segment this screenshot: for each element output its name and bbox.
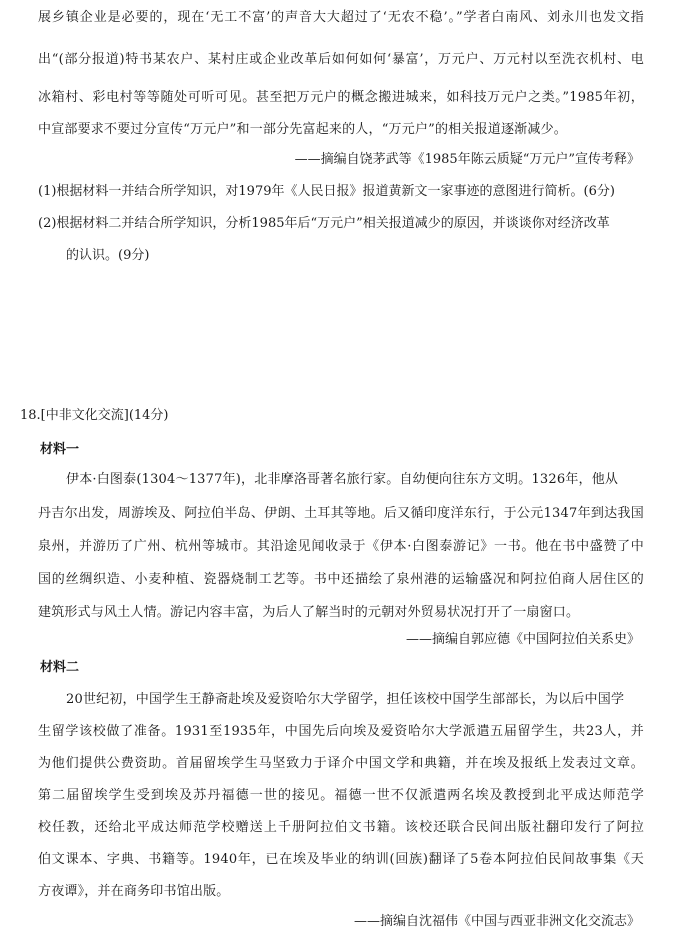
- material2-line: 第二届留埃学生受到埃及苏丹福德一世的接见。福德一世不仅派遣两名埃及教授到北平成达师范学: [38, 788, 644, 803]
- material1-label: 材料一: [40, 442, 80, 457]
- q18-heading: 18.[中非文化交流](14分): [20, 408, 169, 423]
- material1-line: 国的丝绸织造、小麦种植、瓷器烧制工艺等。书中还描绘了泉州港的运输盛况和阿拉伯商人居住区的: [38, 572, 644, 587]
- material-cont-line: 冰箱村、彩电村等等随处可听可见。甚至把万元户的概念搬进城来，如科技万元户之类。”1985年初，: [38, 90, 644, 105]
- question-2-cont: 的认识。(9分): [66, 248, 150, 263]
- material2-line: 方夜谭》，并在商务印书馆出版。: [38, 884, 230, 899]
- material2-line: 20世纪初，中国学生王静斋赴埃及爱资哈尔大学留学，担任该校中国学生部部长，为以后中国学: [66, 692, 625, 707]
- material2-label: 材料二: [40, 660, 80, 675]
- question-1: (1)根据材料一并结合所学知识，对1979年《人民日报》报道黄新文一家事迹的意图进行简析。(6分): [38, 184, 615, 199]
- material-cont-line: 出“(部分报道)特书某农户、某村庄或企业改革后如何如何‘暴富’，万元户、万元村以至洗衣机村、电: [38, 52, 644, 67]
- material1-line: 建筑形式与风土人情。游记内容丰富，为后人了解当时的元朝对外贸易状况打开了一扇窗口。: [38, 605, 580, 620]
- material2-source: ——摘编自沈福伟《中国与西亚非洲文化交流志》: [353, 914, 640, 929]
- material2-line: 生留学该校做了准备。1931至1935年，中国先后向埃及爱资哈尔大学派遣五届留学生，共23人，并: [38, 724, 644, 739]
- material1-line: 泉州，并游历了广州、杭州等城市。其沿途见闻收录于《伊本·白图泰游记》一书。他在书中盛赞了中: [38, 539, 644, 554]
- material1-source: ——摘编自郭应德《中国阿拉伯关系史》: [405, 632, 640, 647]
- material-cont-line: 中宣部要求不要过分宣传“万元户”和一部分先富起来的人，“万元户”的相关报道逐渐减少。: [38, 122, 567, 137]
- question-2: (2)根据材料二并结合所学知识，分析1985年后“万元户”相关报道减少的原因，并谈谈你对经济改革: [38, 216, 610, 231]
- material-cont-line: 展乡镇企业是必要的，现在‘无工不富’的声音大大超过了‘无农不稳’。”学者白南风、刘永川也发文指: [38, 10, 644, 25]
- material2-line: 伯文课本、字典、书籍等。1940年，已在埃及毕业的纳训(回族)翻译了5卷本阿拉伯民间故事集《天: [38, 852, 644, 867]
- material2-line: 校任教，还给北平成达师范学校赠送上千册阿拉伯文书籍。该校还联合民间出版社翻印发行了阿拉: [38, 820, 644, 835]
- material-cont-source: ——摘编自饶茅武等《1985年陈云质疑“万元户”宣传考释》: [294, 152, 640, 167]
- material2-line: 为他们提供公费资助。首届留埃学生马坚致力于译介中国文学和典籍，并在埃及报纸上发表过文章。: [38, 756, 644, 771]
- material1-line: 伊本·白图泰(1304～1377年)，北非摩洛哥著名旅行家。自幼便向往东方文明。1326年，他从: [66, 472, 619, 487]
- material1-line: 丹吉尔出发，周游埃及、阿拉伯半岛、伊朗、土耳其等地。后又循印度洋东行，于公元1347年到达我国: [38, 506, 644, 521]
